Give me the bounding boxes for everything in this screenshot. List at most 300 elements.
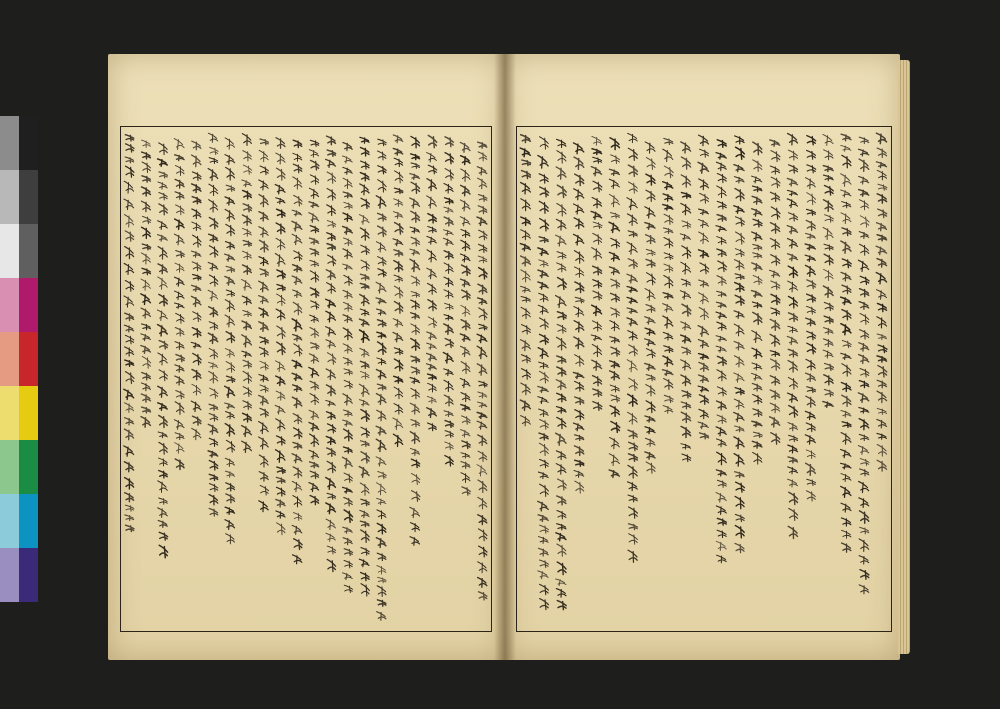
glyph-stroke: [142, 227, 151, 238]
glyph-stroke: [327, 205, 336, 215]
glyph-stroke: [359, 467, 369, 478]
glyph-stroke: [770, 334, 780, 346]
glyph-stroke: [410, 227, 419, 233]
glyph-stroke: [192, 222, 201, 231]
glyph-stroke: [260, 361, 268, 370]
glyph-stroke: [326, 311, 336, 322]
glyph-stroke: [159, 458, 168, 466]
glyph-stroke: [394, 404, 403, 415]
glyph-stroke: [461, 430, 470, 438]
glyph-stroke: [538, 515, 548, 522]
glyph-stroke: [142, 162, 150, 173]
glyph-stroke: [243, 371, 251, 383]
glyph-stroke: [770, 403, 779, 413]
calibration-swatch-row: [0, 170, 38, 224]
glyph-stroke: [124, 403, 133, 412]
glyph-stroke: [860, 313, 869, 324]
glyph-stroke: [327, 255, 335, 266]
glyph-stroke: [343, 143, 352, 151]
glyph-stroke: [698, 340, 708, 348]
glyph-stroke: [377, 320, 385, 327]
glyph-stroke: [260, 269, 268, 277]
glyph-stroke: [645, 289, 655, 301]
glyph-stroke: [445, 431, 453, 438]
glyph-stroke: [124, 325, 133, 332]
glyph-stroke: [276, 223, 285, 234]
glyph-stroke: [311, 160, 319, 170]
glyph-stroke: [277, 209, 285, 217]
glyph-stroke: [428, 214, 437, 223]
glyph-stroke: [193, 274, 201, 280]
text-column: [770, 140, 781, 444]
glyph-stroke: [752, 176, 762, 183]
glyph-stroke: [376, 426, 386, 435]
glyph-stroke: [477, 421, 487, 429]
glyph-stroke: [260, 385, 268, 392]
glyph-stroke: [157, 310, 167, 321]
glyph-stroke: [377, 358, 386, 365]
glyph-stroke: [698, 386, 708, 392]
glyph-stroke: [574, 218, 584, 229]
color-calibration-strip: [0, 116, 38, 602]
calibration-swatch: [0, 440, 19, 494]
glyph-stroke: [327, 559, 335, 571]
glyph-stroke: [681, 444, 691, 449]
glyph-stroke: [461, 473, 470, 483]
glyph-stroke: [125, 313, 134, 320]
glyph-stroke: [663, 332, 673, 340]
glyph-stroke: [176, 313, 184, 323]
text-column: [627, 133, 638, 562]
glyph-stroke: [752, 363, 762, 370]
glyph-stroke: [293, 140, 302, 147]
glyph-stroke: [716, 346, 726, 352]
glyph-stroke: [681, 426, 691, 437]
glyph-stroke: [292, 276, 302, 284]
glyph-stroke: [293, 177, 302, 189]
glyph-stroke: [243, 387, 251, 397]
glyph-stroke: [208, 290, 218, 300]
page-edges: [898, 60, 910, 654]
glyph-stroke: [477, 167, 487, 175]
glyph-stroke: [310, 271, 318, 282]
glyph-stroke: [343, 410, 352, 416]
glyph-stroke: [225, 276, 235, 285]
glyph-stroke: [842, 202, 851, 208]
glyph-stroke: [292, 525, 302, 534]
glyph-stroke: [410, 259, 420, 271]
glyph-stroke: [629, 378, 638, 390]
glyph-stroke: [158, 481, 168, 493]
glyph-stroke: [445, 456, 453, 466]
glyph-stroke: [877, 460, 886, 471]
glyph-stroke: [259, 296, 269, 304]
glyph-stroke: [377, 410, 386, 421]
glyph-stroke: [410, 507, 420, 517]
glyph-stroke: [681, 375, 691, 386]
glyph-stroke: [344, 510, 352, 522]
glyph-stroke: [377, 566, 386, 574]
glyph-stroke: [753, 142, 762, 155]
right-page-text-columns: [517, 127, 891, 631]
glyph-stroke: [538, 248, 548, 256]
glyph-stroke: [326, 477, 336, 489]
glyph-stroke: [610, 406, 619, 417]
glyph-stroke: [294, 428, 302, 439]
glyph-stroke: [609, 194, 619, 206]
glyph-stroke: [717, 401, 727, 410]
glyph-stroke: [461, 393, 470, 402]
glyph-stroke: [858, 446, 868, 455]
glyph-stroke: [158, 264, 167, 274]
glyph-stroke: [735, 274, 744, 280]
glyph-stroke: [841, 518, 850, 526]
glyph-stroke: [520, 286, 530, 292]
glyph-stroke: [663, 182, 673, 190]
glyph-stroke: [159, 470, 168, 477]
glyph-stroke: [394, 359, 402, 371]
glyph-stroke: [478, 142, 487, 148]
glyph-stroke: [377, 612, 386, 620]
glyph-stroke: [175, 277, 185, 286]
glyph-stroke: [461, 240, 470, 250]
glyph-stroke: [807, 479, 816, 485]
glyph-stroke: [326, 533, 336, 541]
glyph-stroke: [610, 213, 619, 219]
glyph-stroke: [376, 483, 385, 495]
glyph-stroke: [292, 210, 302, 216]
glyph-stroke: [175, 365, 184, 372]
glyph-stroke: [788, 457, 797, 463]
glyph-stroke: [126, 144, 134, 152]
glyph-stroke: [175, 376, 184, 385]
glyph-stroke: [310, 288, 318, 297]
glyph-stroke: [444, 198, 453, 204]
glyph-stroke: [805, 255, 815, 261]
glyph-stroke: [538, 537, 548, 544]
glyph-stroke: [663, 205, 673, 211]
glyph-stroke: [292, 481, 302, 491]
glyph-stroke: [209, 474, 218, 480]
glyph-stroke: [877, 408, 886, 414]
glyph-stroke: [824, 244, 833, 250]
glyph-stroke: [427, 250, 436, 262]
glyph-stroke: [717, 237, 727, 245]
glyph-stroke: [327, 189, 335, 201]
left-page: [108, 54, 504, 660]
glyph-stroke: [208, 333, 217, 343]
glyph-stroke: [294, 251, 302, 261]
glyph-stroke: [410, 249, 420, 255]
glyph-stroke: [877, 444, 886, 456]
glyph-stroke: [859, 149, 869, 156]
glyph-stroke: [158, 520, 167, 527]
glyph-stroke: [378, 257, 386, 266]
glyph-stroke: [175, 443, 185, 454]
glyph-stroke: [292, 221, 302, 231]
glyph-stroke: [259, 308, 268, 317]
open-book: [108, 54, 908, 660]
glyph-stroke: [193, 416, 201, 425]
glyph-stroke: [478, 244, 486, 252]
glyph-stroke: [259, 180, 268, 190]
glyph-stroke: [824, 302, 833, 310]
glyph-stroke: [477, 346, 487, 358]
glyph-stroke: [663, 293, 673, 299]
glyph-stroke: [343, 226, 353, 234]
glyph-stroke: [859, 556, 869, 564]
glyph-stroke: [125, 247, 134, 259]
glyph-stroke: [209, 348, 218, 358]
glyph-stroke: [460, 142, 470, 152]
glyph-stroke: [377, 510, 386, 519]
glyph-stroke: [841, 272, 851, 281]
glyph-stroke: [462, 441, 470, 449]
glyph-stroke: [859, 498, 869, 508]
glyph-stroke: [859, 585, 869, 594]
glyph-stroke: [410, 432, 419, 444]
glyph-stroke: [410, 448, 419, 455]
glyph-stroke: [243, 190, 252, 198]
glyph-stroke: [243, 360, 251, 368]
text-column: [841, 134, 852, 552]
glyph-stroke: [557, 252, 566, 259]
glyph-stroke: [260, 337, 268, 344]
glyph-stroke: [645, 452, 655, 459]
glyph-stroke: [479, 308, 487, 320]
glyph-stroke: [771, 255, 780, 265]
glyph-stroke: [208, 424, 217, 434]
glyph-stroke: [377, 498, 386, 504]
glyph-stroke: [735, 295, 744, 305]
glyph-stroke: [609, 222, 619, 232]
glyph-stroke: [428, 383, 437, 392]
text-column: [225, 138, 235, 544]
glyph-stroke: [158, 182, 167, 189]
glyph-stroke: [842, 530, 851, 538]
glyph-stroke: [344, 275, 352, 285]
glyph-stroke: [841, 241, 851, 253]
glyph-stroke: [699, 179, 709, 190]
glyph-stroke: [557, 601, 566, 610]
glyph-stroke: [682, 347, 691, 355]
glyph-stroke: [876, 246, 886, 254]
glyph-stroke: [411, 459, 419, 467]
glyph-stroke: [242, 351, 252, 357]
glyph-stroke: [877, 391, 887, 402]
glyph-stroke: [752, 302, 761, 308]
glyph-stroke: [859, 289, 868, 297]
glyph-stroke: [877, 419, 887, 427]
glyph-stroke: [343, 213, 352, 221]
glyph-stroke: [293, 513, 301, 521]
glyph-stroke: [326, 270, 335, 280]
text-column: [174, 139, 184, 470]
glyph-stroke: [125, 478, 134, 489]
text-column: [520, 135, 530, 426]
glyph-stroke: [611, 347, 620, 356]
glyph-stroke: [646, 235, 655, 244]
glyph-stroke: [628, 412, 638, 424]
glyph-stroke: [807, 280, 816, 289]
glyph-stroke: [823, 227, 833, 239]
glyph-stroke: [627, 318, 637, 326]
glyph-stroke: [276, 391, 285, 400]
glyph-stroke: [841, 145, 851, 151]
glyph-stroke: [174, 303, 184, 309]
glyph-stroke: [158, 403, 168, 410]
glyph-stroke: [243, 310, 252, 316]
glyph-stroke: [478, 592, 486, 600]
glyph-stroke: [592, 136, 602, 145]
glyph-stroke: [259, 455, 268, 467]
glyph-stroke: [478, 451, 487, 461]
glyph-stroke: [461, 362, 470, 374]
glyph-stroke: [445, 303, 454, 309]
glyph-stroke: [393, 319, 403, 327]
glyph-stroke: [521, 296, 530, 302]
glyph-stroke: [575, 481, 584, 493]
glyph-stroke: [361, 198, 369, 208]
glyph-stroke: [159, 341, 167, 349]
glyph-stroke: [823, 328, 833, 335]
glyph-stroke: [124, 296, 134, 307]
glyph-stroke: [574, 251, 583, 263]
glyph-stroke: [646, 259, 655, 267]
glyph-stroke: [788, 296, 797, 308]
text-column: [242, 134, 252, 453]
glyph-stroke: [294, 539, 302, 550]
glyph-stroke: [309, 213, 319, 223]
glyph-stroke: [460, 378, 470, 387]
glyph-stroke: [141, 187, 150, 196]
glyph-stroke: [557, 524, 566, 530]
glyph-stroke: [277, 523, 285, 535]
glyph-stroke: [717, 480, 726, 487]
glyph-stroke: [378, 577, 386, 582]
glyph-stroke: [378, 151, 386, 160]
glyph-stroke: [394, 387, 403, 399]
glyph-stroke: [556, 219, 566, 230]
glyph-stroke: [539, 260, 548, 267]
glyph-stroke: [275, 361, 285, 372]
glyph-stroke: [556, 589, 566, 598]
glyph-stroke: [309, 202, 319, 208]
glyph-stroke: [717, 452, 727, 465]
glyph-stroke: [360, 228, 369, 240]
glyph-stroke: [591, 167, 601, 176]
glyph-stroke: [628, 430, 637, 438]
glyph-stroke: [226, 362, 234, 373]
glyph-stroke: [823, 134, 833, 145]
glyph-stroke: [158, 386, 168, 397]
glyph-stroke: [521, 383, 530, 395]
glyph-stroke: [664, 166, 673, 178]
glyph-stroke: [376, 282, 386, 293]
glyph-stroke: [192, 384, 201, 395]
glyph-stroke: [309, 483, 319, 492]
glyph-stroke: [159, 498, 168, 504]
glyph-stroke: [378, 139, 386, 146]
glyph-stroke: [359, 559, 369, 567]
glyph-stroke: [734, 437, 744, 449]
glyph-stroke: [461, 453, 470, 458]
text-column: [393, 135, 403, 446]
glyph-stroke: [539, 318, 548, 329]
glyph-stroke: [735, 283, 744, 292]
glyph-stroke: [787, 226, 797, 234]
glyph-stroke: [292, 234, 302, 244]
glyph-stroke: [556, 407, 566, 414]
glyph-stroke: [770, 417, 780, 427]
text-column: [443, 137, 453, 466]
glyph-stroke: [209, 275, 217, 286]
glyph-stroke: [275, 405, 285, 414]
glyph-stroke: [242, 228, 251, 236]
glyph-stroke: [752, 232, 762, 241]
glyph-stroke: [259, 347, 268, 356]
glyph-stroke: [573, 234, 583, 245]
glyph-stroke: [327, 493, 335, 499]
glyph-stroke: [142, 372, 151, 379]
glyph-stroke: [700, 433, 709, 439]
glyph-stroke: [310, 249, 319, 256]
glyph-stroke: [876, 133, 886, 144]
glyph-stroke: [310, 394, 319, 405]
glyph-stroke: [395, 222, 403, 234]
glyph-stroke: [574, 321, 584, 332]
glyph-stroke: [461, 185, 470, 195]
glyph-stroke: [393, 148, 402, 155]
glyph-stroke: [823, 200, 833, 212]
glyph-stroke: [788, 423, 798, 431]
glyph-stroke: [126, 372, 134, 384]
calibration-swatch-row: [0, 494, 38, 548]
glyph-stroke: [428, 165, 436, 174]
glyph-stroke: [771, 207, 780, 219]
glyph-stroke: [428, 300, 437, 311]
glyph-stroke: [700, 263, 709, 274]
text-column: [663, 138, 674, 413]
text-column: [716, 140, 727, 563]
glyph-stroke: [628, 259, 637, 269]
calibration-swatch: [19, 116, 38, 170]
glyph-stroke: [444, 217, 453, 226]
glyph-stroke: [645, 207, 655, 218]
glyph-stroke: [225, 138, 234, 149]
glyph-stroke: [717, 555, 727, 563]
glyph-stroke: [628, 182, 637, 193]
glyph-stroke: [192, 428, 201, 439]
glyph-stroke: [806, 450, 815, 459]
glyph-stroke: [699, 232, 709, 244]
glyph-stroke: [427, 236, 436, 244]
calibration-swatch: [0, 494, 19, 548]
glyph-stroke: [717, 201, 726, 209]
glyph-stroke: [736, 217, 745, 226]
glyph-stroke: [410, 174, 420, 180]
glyph-stroke: [805, 244, 815, 250]
glyph-stroke: [663, 194, 673, 201]
glyph-stroke: [556, 464, 566, 475]
glyph-stroke: [427, 364, 437, 370]
glyph-stroke: [842, 155, 851, 167]
glyph-stroke: [860, 330, 869, 339]
glyph-stroke: [610, 321, 620, 331]
glyph-stroke: [646, 305, 655, 313]
glyph-stroke: [326, 369, 335, 380]
glyph-stroke: [343, 315, 352, 323]
